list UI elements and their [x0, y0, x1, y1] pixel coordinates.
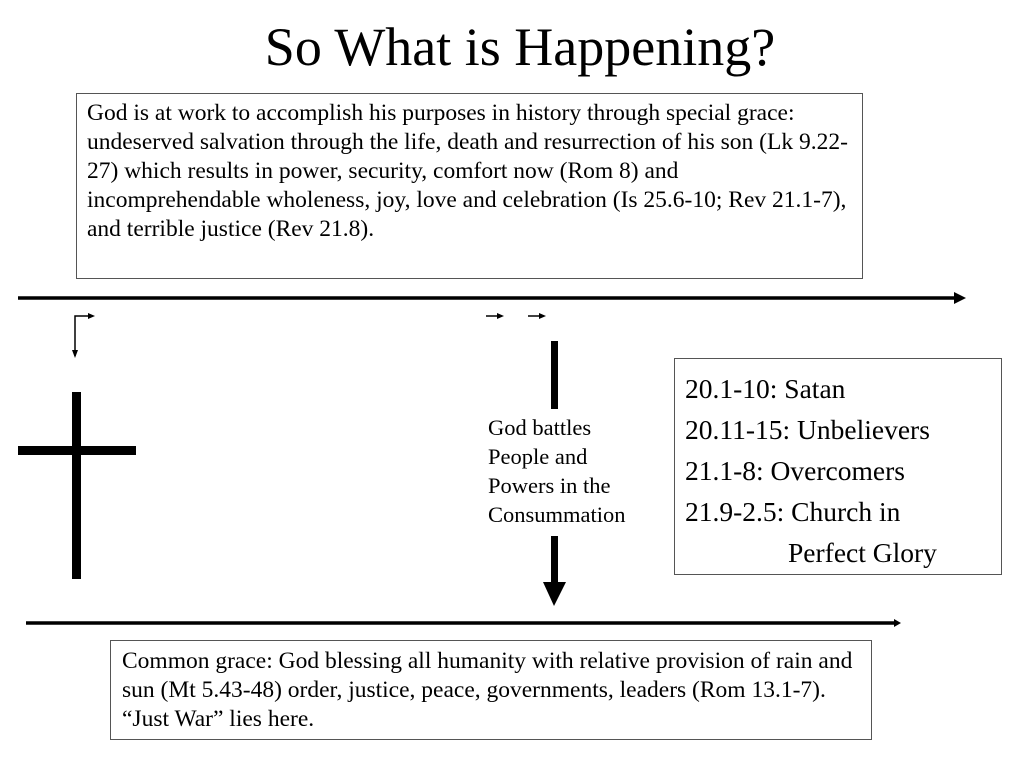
small-right-arrow-icon-2 [528, 313, 546, 319]
common-grace-text: Common grace: God blessing all humanity with relative provision of rain and sun (Mt 5.43-48) order, justice, peace, governments, leaders (Rom 13.1-7). “Just War” lies here. [122, 648, 853, 732]
cross-icon [18, 392, 136, 579]
special-grace-timeline-arrow-icon [18, 292, 966, 304]
common-grace-box [110, 640, 872, 740]
battle-label [488, 413, 678, 529]
revelation-item: 20.1-10: Satan [685, 373, 846, 404]
revelation-item: 21.9-2.5: Church in [685, 496, 901, 527]
battle-line: Consummation [488, 502, 626, 527]
slide-title: So What is Happening? [264, 17, 776, 77]
small-corner-arrow-icon [72, 313, 95, 358]
battle-line: Powers in the [488, 473, 611, 498]
revelation-item: 20.11-15: Unbelievers [685, 414, 930, 445]
revelation-item: 21.1-8: Overcomers [685, 455, 905, 486]
battle-bar [551, 341, 558, 409]
battle-line: People and [488, 444, 588, 469]
small-right-arrow-icon-1 [486, 313, 504, 319]
common-grace-timeline-line [26, 619, 901, 627]
down-arrow-icon [543, 536, 566, 606]
revelation-list-box [674, 358, 1002, 575]
special-grace-text: God is at work to accomplish his purposes in history through special grace: undeserved salvation through the life, death and resurrection of his son (Lk 9.22-27) which results in power, security, comfort now (Rom 8) and incomprehendable wholeness, joy, love and celebration (Is 25.6-10; Rev 21.1-7), and terrible justice (Rev 21.8). [87, 100, 848, 242]
battle-line: God battles [488, 415, 592, 440]
revelation-item-continued: Perfect Glory [788, 537, 937, 568]
